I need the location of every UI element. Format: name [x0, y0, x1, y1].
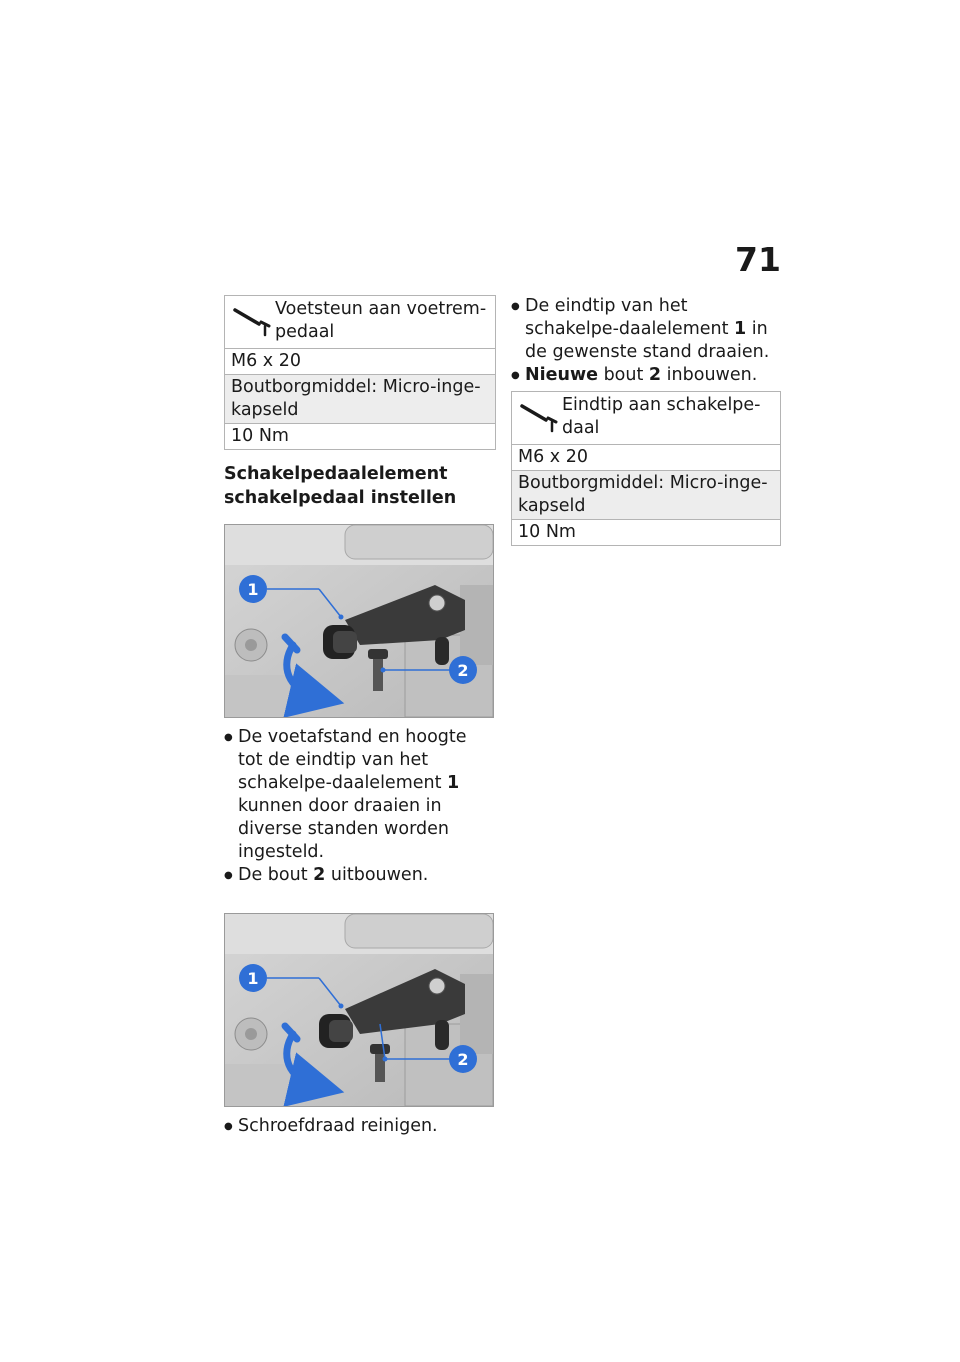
torque-wrench-icon [516, 394, 562, 434]
callout-2: 2 [457, 1050, 469, 1069]
spec-title: Eindtip aan schakelpe-daal [562, 395, 761, 438]
callout-1: 1 [247, 580, 259, 599]
left-column [224, 295, 494, 1138]
spec-locking-agent: Boutborgmiddel: Micro-inge-kapseld [512, 471, 780, 520]
heading-line-2: schakelpedaal instellen [224, 488, 457, 508]
torque-spec-footrest [224, 295, 496, 450]
step-list-1 [224, 726, 494, 887]
spec-thread: M6 x 20 [225, 349, 495, 375]
step-list-3 [511, 295, 779, 387]
spec-thread: M6 x 20 [512, 445, 780, 471]
spec-locking-agent: Boutborgmiddel: Micro-inge-kapseld [225, 375, 495, 424]
spec-header [225, 296, 495, 349]
torque-spec-shift-tip [511, 391, 781, 546]
spec-header [512, 392, 780, 445]
callout-2: 2 [457, 661, 469, 680]
step-item: ● Nieuwe bout 2 inbouwen. [511, 364, 779, 387]
torque-wrench-icon [229, 298, 275, 338]
spec-torque: 10 Nm [518, 522, 576, 542]
callout-1: 1 [247, 969, 259, 988]
step-item: ● De bout 2 uitbouwen. [224, 864, 494, 887]
spec-torque: 10 Nm [231, 426, 289, 446]
step-list-2 [224, 1115, 494, 1138]
step-item: ● De eindtip van het schakelpe-daalelement 1 in de gewenste stand draaien. [511, 295, 779, 364]
right-column [511, 295, 779, 546]
step-item: ● De voetafstand en hoogte tot de eindtip van het schakelpe-daalelement 1 kunnen door draaien in diverse standen worden ingesteld. [224, 726, 494, 864]
step-item: ● Schroefdraad reinigen. [224, 1115, 494, 1138]
spec-title: Voetsteun aan voetrem-pedaal [275, 299, 487, 342]
figure-shift-lever-1 [224, 524, 494, 718]
figure-shift-lever-2 [224, 913, 494, 1107]
heading-line-1: Schakelpedaalelement [224, 464, 448, 484]
page-number: 71 [735, 240, 781, 279]
section-heading [224, 462, 494, 510]
